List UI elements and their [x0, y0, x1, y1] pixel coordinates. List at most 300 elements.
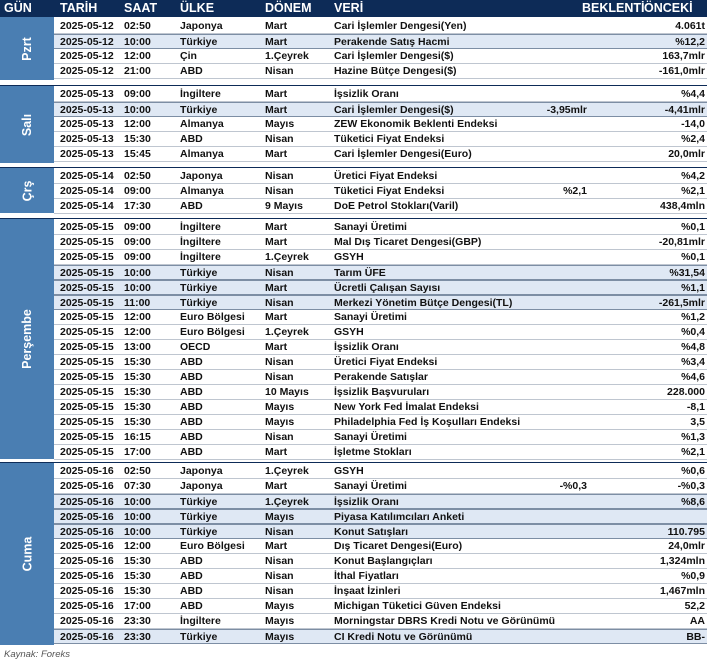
cell-time: 10:00 [124, 511, 151, 523]
cell-time: 10:00 [124, 36, 151, 48]
table-row [54, 370, 707, 385]
cell-previous: -261,5mlr [658, 297, 705, 309]
cell-period: Mayıs [265, 600, 295, 612]
cell-previous: -20,81mlr [658, 236, 705, 248]
cell-country: Türkiye [180, 631, 218, 643]
cell-data: DoE Petrol Stokları(Varil) [334, 200, 459, 212]
table-row [54, 280, 707, 295]
cell-data: İşsizlik Oranı [334, 341, 399, 353]
cell-country: ABD [180, 585, 203, 597]
cell-data: Sanayi Üretimi [334, 221, 407, 233]
cell-country: Euro Bölgesi [180, 326, 245, 338]
cell-date: 2025-05-15 [60, 282, 114, 294]
cell-date: 2025-05-14 [60, 185, 114, 197]
cell-time: 17:00 [124, 446, 151, 458]
cell-time: 15:45 [124, 148, 151, 160]
cell-previous: 3,5 [690, 416, 705, 428]
cell-period: Nisan [265, 133, 294, 145]
cell-date: 2025-05-13 [60, 88, 114, 100]
day-block [0, 218, 707, 459]
cell-time: 11:00 [124, 297, 151, 309]
cell-country: Euro Bölgesi [180, 311, 245, 323]
cell-date: 2025-05-16 [60, 600, 114, 612]
table-row [54, 19, 707, 34]
cell-country: İngiltere [180, 221, 221, 233]
cell-period: Mart [265, 446, 288, 458]
cell-time: 12:00 [124, 311, 151, 323]
cell-previous: %12,2 [675, 36, 705, 48]
cell-country: İngiltere [180, 615, 221, 627]
cell-country: Euro Bölgesi [180, 540, 245, 552]
day-block [0, 85, 707, 163]
cell-data: Michigan Tüketici Güven Endeksi [334, 600, 501, 612]
cell-date: 2025-05-15 [60, 221, 114, 233]
cell-date: 2025-05-12 [60, 36, 114, 48]
table-row [54, 184, 707, 199]
cell-period: Nisan [265, 585, 294, 597]
cell-previous: %31,54 [669, 267, 705, 279]
header-donem: DÖNEM [265, 1, 312, 15]
cell-time: 15:30 [124, 555, 151, 567]
cell-data: Tüketici Fiyat Endeksi [334, 133, 445, 145]
cell-period: Mart [265, 480, 288, 492]
table-row [54, 64, 707, 79]
cell-previous: 163,7mlr [662, 50, 705, 62]
cell-time: 09:00 [124, 185, 151, 197]
cell-previous: 24,0mlr [668, 540, 705, 552]
cell-data: İşletme Stokları [334, 446, 412, 458]
cell-date: 2025-05-15 [60, 371, 114, 383]
cell-country: İngiltere [180, 88, 221, 100]
cell-data: Sanayi Üretimi [334, 431, 407, 443]
cell-time: 12:00 [124, 118, 151, 130]
cell-time: 15:30 [124, 401, 151, 413]
cell-previous: 52,2 [684, 600, 705, 612]
cell-previous: %2,1 [681, 185, 705, 197]
cell-date: 2025-05-15 [60, 446, 114, 458]
cell-data: GSYH [334, 465, 364, 477]
cell-country: Türkiye [180, 511, 218, 523]
cell-data: Üretici Fiyat Endeksi [334, 356, 438, 368]
table-row [54, 524, 707, 539]
cell-country: ABD [180, 133, 203, 145]
table-row [54, 479, 707, 494]
day-label [0, 86, 54, 163]
cell-time: 15:30 [124, 371, 151, 383]
table-row [54, 415, 707, 430]
cell-previous: 228.000 [667, 386, 705, 398]
cell-data: İşsizlik Başvuruları [334, 386, 430, 398]
cell-period: Mart [265, 88, 288, 100]
cell-country: ABD [180, 356, 203, 368]
header-gun: GÜN [4, 1, 32, 15]
cell-period: Mayıs [265, 631, 295, 643]
cell-country: Türkiye [180, 36, 218, 48]
table-row [54, 132, 707, 147]
cell-period: Mart [265, 341, 288, 353]
cell-date: 2025-05-15 [60, 326, 114, 338]
cell-period: Nisan [265, 555, 294, 567]
cell-previous: %0,9 [681, 570, 705, 582]
cell-period: 1.Çeyrek [265, 326, 309, 338]
cell-period: 1.Çeyrek [265, 496, 309, 508]
cell-country: ABD [180, 600, 203, 612]
table-row [54, 494, 707, 509]
cell-previous: %2,1 [681, 446, 705, 458]
cell-data: Cari İşlemler Dengesi(Yen) [334, 20, 467, 32]
header-beklenti: BEKLENTİ [582, 1, 645, 15]
cell-time: 15:30 [124, 133, 151, 145]
cell-period: Mayıs [265, 416, 295, 428]
cell-country: Türkiye [180, 282, 218, 294]
cell-date: 2025-05-13 [60, 118, 114, 130]
source-note: Kaynak: Foreks [4, 649, 70, 660]
day-label-text: Pzrt [20, 36, 34, 61]
cell-date: 2025-05-15 [60, 416, 114, 428]
cell-expectation: %2,1 [563, 185, 587, 197]
cell-time: 10:00 [124, 526, 151, 538]
cell-data: Cari İşlemler Dengesi(Euro) [334, 148, 472, 160]
cell-period: Nisan [265, 65, 294, 77]
cell-period: Nisan [265, 267, 294, 279]
cell-data: Perakende Satışlar [334, 371, 428, 383]
cell-period: 1.Çeyrek [265, 251, 309, 263]
cell-time: 21:00 [124, 65, 151, 77]
cell-data: Piyasa Katılımcıları Anketi [334, 511, 465, 523]
cell-time: 23:30 [124, 631, 151, 643]
cell-data: Morningstar DBRS Kredi Notu ve Görünümü [334, 615, 556, 627]
table-row [54, 102, 707, 117]
cell-previous: BB- [686, 631, 705, 643]
cell-previous: 1,467mln [660, 585, 705, 597]
cell-time: 23:30 [124, 615, 151, 627]
table-header [0, 0, 707, 17]
day-label [0, 168, 54, 213]
table-row [54, 34, 707, 49]
header-veri: VERİ [334, 1, 364, 15]
table-row [54, 220, 707, 235]
cell-data: GSYH [334, 326, 364, 338]
cell-previous: %4,4 [681, 88, 705, 100]
cell-date: 2025-05-14 [60, 200, 114, 212]
cell-period: Mart [265, 36, 288, 48]
cell-date: 2025-05-15 [60, 341, 114, 353]
table-row [54, 584, 707, 599]
cell-data: İnşaat İzinleri [334, 585, 401, 597]
cell-date: 2025-05-15 [60, 297, 114, 309]
cell-time: 15:30 [124, 570, 151, 582]
cell-date: 2025-05-16 [60, 526, 114, 538]
cell-country: OECD [180, 341, 211, 353]
cell-country: Türkiye [180, 526, 218, 538]
cell-previous: -161,0mlr [658, 65, 705, 77]
cell-country: Japonya [180, 170, 223, 182]
cell-period: Nisan [265, 170, 294, 182]
cell-date: 2025-05-15 [60, 251, 114, 263]
cell-date: 2025-05-16 [60, 480, 114, 492]
cell-data: New York Fed İmalat Endeksi [334, 401, 479, 413]
cell-period: Mart [265, 148, 288, 160]
cell-time: 02:50 [124, 465, 151, 477]
cell-time: 12:00 [124, 50, 151, 62]
day-label-text: Perşembe [20, 309, 35, 369]
cell-previous: %0,1 [681, 221, 705, 233]
cell-country: ABD [180, 386, 203, 398]
table-row [54, 445, 707, 460]
cell-period: Nisan [265, 526, 294, 538]
cell-period: Mayıs [265, 511, 295, 523]
cell-period: Nisan [265, 185, 294, 197]
cell-time: 15:30 [124, 356, 151, 368]
cell-previous: 4.061t [675, 20, 705, 32]
cell-country: ABD [180, 65, 203, 77]
cell-previous: %0,6 [681, 465, 705, 477]
cell-country: ABD [180, 431, 203, 443]
table-row [54, 235, 707, 250]
cell-date: 2025-05-13 [60, 104, 114, 116]
table-row [54, 385, 707, 400]
day-label [0, 219, 54, 459]
header-saat: SAAT [124, 1, 158, 15]
table-row [54, 614, 707, 629]
cell-period: Mayıs [265, 615, 295, 627]
table-row [54, 629, 707, 644]
table-row [54, 49, 707, 64]
cell-previous: %4,8 [681, 341, 705, 353]
table-row [54, 117, 707, 132]
header-tarih: TARİH [60, 1, 98, 15]
cell-data: Philadelphia Fed İş Koşulları Endeksi [334, 416, 521, 428]
cell-period: Mart [265, 540, 288, 552]
cell-time: 02:50 [124, 20, 151, 32]
cell-period: Mart [265, 104, 288, 116]
cell-date: 2025-05-16 [60, 496, 114, 508]
table-row [54, 464, 707, 479]
table-row [54, 539, 707, 554]
cell-time: 12:00 [124, 326, 151, 338]
cell-time: 10:00 [124, 282, 151, 294]
cell-date: 2025-05-15 [60, 236, 114, 248]
cell-data: Tüketici Fiyat Endeksi [334, 185, 445, 197]
cell-country: Türkiye [180, 496, 218, 508]
cell-time: 07:30 [124, 480, 151, 492]
cell-data: İşsizlik Oranı [334, 496, 399, 508]
cell-country: Türkiye [180, 297, 218, 309]
table-row [54, 430, 707, 445]
cell-country: ABD [180, 371, 203, 383]
cell-date: 2025-05-15 [60, 386, 114, 398]
cell-country: Japonya [180, 465, 223, 477]
cell-data: ZEW Ekonomik Beklenti Endeksi [334, 118, 498, 130]
cell-country: ABD [180, 555, 203, 567]
cell-data: Konut Satışları [334, 526, 409, 538]
cell-date: 2025-05-15 [60, 356, 114, 368]
table-row [54, 169, 707, 184]
cell-time: 09:00 [124, 88, 151, 100]
cell-time: 17:00 [124, 600, 151, 612]
table-row [54, 340, 707, 355]
header-ulke: ÜLKE [180, 1, 215, 15]
table-row [54, 400, 707, 415]
cell-previous: 20,0mlr [668, 148, 705, 160]
cell-time: 10:00 [124, 496, 151, 508]
cell-date: 2025-05-15 [60, 431, 114, 443]
cell-country: ABD [180, 570, 203, 582]
table-row [54, 355, 707, 370]
cell-period: Mayıs [265, 118, 295, 130]
cell-previous: %1,1 [681, 282, 705, 294]
cell-time: 10:00 [124, 104, 151, 116]
cell-date: 2025-05-16 [60, 631, 114, 643]
cell-previous: %2,4 [681, 133, 705, 145]
cell-previous: %1,3 [681, 431, 705, 443]
cell-data: Hazine Bütçe Dengesi($) [334, 65, 457, 77]
cell-period: Mart [265, 311, 288, 323]
cell-previous: -14,0 [681, 118, 705, 130]
cell-period: 1.Çeyrek [265, 465, 309, 477]
cell-period: Mart [265, 236, 288, 248]
cell-time: 09:00 [124, 251, 151, 263]
table-row [54, 325, 707, 340]
day-block [0, 462, 707, 645]
cell-country: Türkiye [180, 104, 218, 116]
table-row [54, 310, 707, 325]
cell-previous: %0,4 [681, 326, 705, 338]
cell-country: İngiltere [180, 251, 221, 263]
cell-time: 02:50 [124, 170, 151, 182]
table-row [54, 250, 707, 265]
cell-date: 2025-05-15 [60, 401, 114, 413]
cell-data: Sanayi Üretimi [334, 311, 407, 323]
cell-time: 15:30 [124, 416, 151, 428]
cell-date: 2025-05-16 [60, 555, 114, 567]
table-row [54, 554, 707, 569]
cell-date: 2025-05-16 [60, 585, 114, 597]
cell-data: Dış Ticaret Dengesi(Euro) [334, 540, 463, 552]
cell-country: Türkiye [180, 267, 218, 279]
day-block [0, 16, 707, 80]
day-label-text: Çrş [20, 180, 34, 201]
day-label [0, 463, 54, 645]
header-onceki: ÖNCEKİ [644, 1, 693, 15]
cell-period: Nisan [265, 431, 294, 443]
cell-period: Mart [265, 282, 288, 294]
cell-data: Tarım ÜFE [334, 267, 386, 279]
cell-data: İşsizlik Oranı [334, 88, 399, 100]
cell-previous: 438,4mln [660, 200, 705, 212]
cell-expectation: -%0,3 [559, 480, 587, 492]
cell-date: 2025-05-12 [60, 50, 114, 62]
cell-time: 13:00 [124, 341, 151, 353]
cell-previous: -%0,3 [677, 480, 705, 492]
cell-date: 2025-05-15 [60, 267, 114, 279]
day-label [0, 17, 54, 80]
cell-date: 2025-05-16 [60, 465, 114, 477]
cell-period: 10 Mayıs [265, 386, 309, 398]
cell-data: Cari İşlemler Dengesi($) [334, 104, 454, 116]
cell-country: ABD [180, 446, 203, 458]
cell-date: 2025-05-16 [60, 570, 114, 582]
cell-country: ABD [180, 416, 203, 428]
cell-country: İngiltere [180, 236, 221, 248]
cell-data: Üretici Fiyat Endeksi [334, 170, 438, 182]
cell-date: 2025-05-16 [60, 511, 114, 523]
table-row [54, 265, 707, 280]
cell-period: Mart [265, 221, 288, 233]
cell-previous: %0,1 [681, 251, 705, 263]
cell-previous: 1,324mln [660, 555, 705, 567]
cell-data: CI Kredi Notu ve Görünümü [334, 631, 473, 643]
cell-country: ABD [180, 401, 203, 413]
cell-time: 10:00 [124, 267, 151, 279]
cell-data: İthal Fiyatları [334, 570, 399, 582]
cell-date: 2025-05-16 [60, 615, 114, 627]
cell-time: 15:30 [124, 386, 151, 398]
cell-previous: 110.795 [667, 526, 705, 538]
cell-country: ABD [180, 200, 203, 212]
cell-previous: %4,6 [681, 371, 705, 383]
day-block [0, 167, 707, 213]
table-row [54, 199, 707, 214]
cell-data: Ücretli Çalışan Sayısı [334, 282, 441, 294]
cell-time: 17:30 [124, 200, 151, 212]
cell-country: Çin [180, 50, 197, 62]
cell-data: Sanayi Üretimi [334, 480, 407, 492]
cell-time: 16:15 [124, 431, 151, 443]
cell-previous: %3,4 [681, 356, 705, 368]
table-row [54, 295, 707, 310]
cell-data: Cari İşlemler Dengesi($) [334, 50, 454, 62]
cell-date: 2025-05-16 [60, 540, 114, 552]
cell-country: Almanya [180, 148, 224, 160]
table-row [54, 147, 707, 162]
cell-date: 2025-05-14 [60, 170, 114, 182]
cell-country: Almanya [180, 118, 224, 130]
cell-previous: %4,2 [681, 170, 705, 182]
cell-time: 09:00 [124, 236, 151, 248]
table-row [54, 599, 707, 614]
cell-period: Nisan [265, 371, 294, 383]
cell-date: 2025-05-13 [60, 133, 114, 145]
cell-date: 2025-05-12 [60, 65, 114, 77]
table-row [54, 509, 707, 524]
cell-previous: %8,6 [681, 496, 705, 508]
cell-period: 9 Mayıs [265, 200, 303, 212]
table-row [54, 87, 707, 102]
cell-period: 1.Çeyrek [265, 50, 309, 62]
cell-country: Almanya [180, 185, 224, 197]
cell-date: 2025-05-15 [60, 311, 114, 323]
cell-period: Nisan [265, 356, 294, 368]
cell-time: 12:00 [124, 540, 151, 552]
cell-data: Konut Başlangıçları [334, 555, 433, 567]
cell-period: Mart [265, 20, 288, 32]
cell-previous: -4,41mlr [664, 104, 705, 116]
cell-country: Japonya [180, 480, 223, 492]
cell-time: 15:30 [124, 585, 151, 597]
cell-date: 2025-05-12 [60, 20, 114, 32]
table-row [54, 569, 707, 584]
cell-previous: -8,1 [686, 401, 705, 413]
cell-data: GSYH [334, 251, 364, 263]
cell-expectation: -3,95mlr [546, 104, 587, 116]
cell-data: Merkezi Yönetim Bütçe Dengesi(TL) [334, 297, 513, 309]
cell-time: 09:00 [124, 221, 151, 233]
cell-date: 2025-05-13 [60, 148, 114, 160]
cell-period: Nisan [265, 297, 294, 309]
cell-previous: AA [689, 615, 705, 627]
cell-period: Nisan [265, 570, 294, 582]
